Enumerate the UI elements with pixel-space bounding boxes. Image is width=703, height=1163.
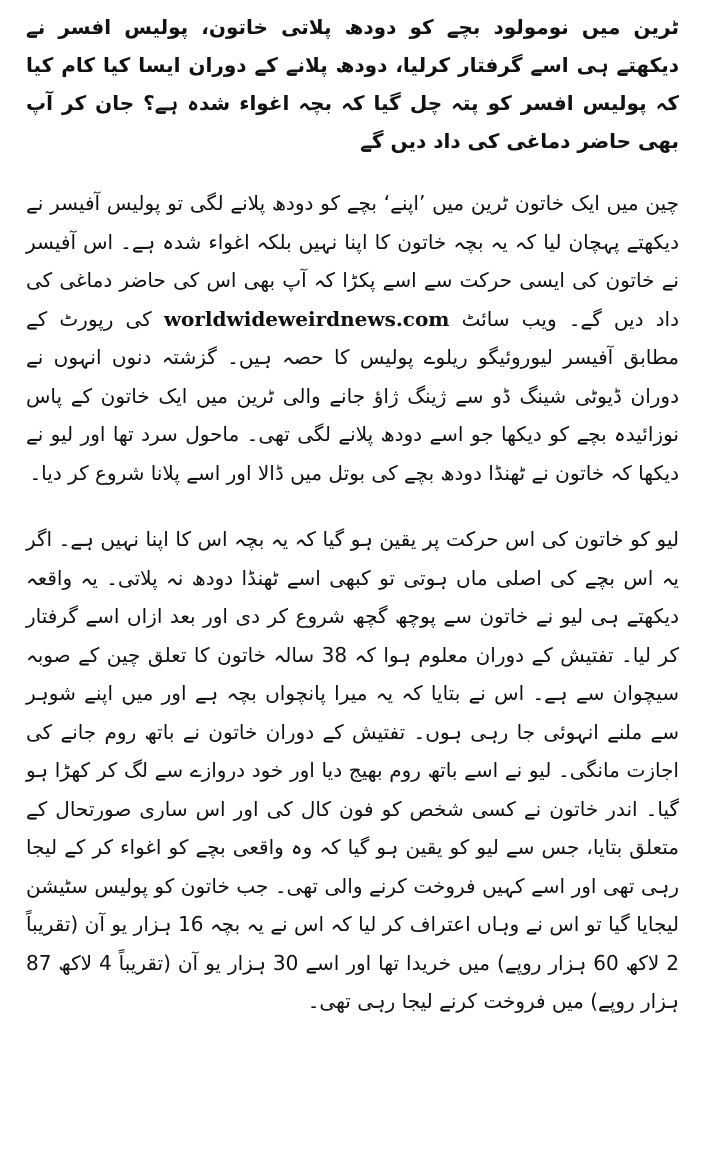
paragraph-1-part-2: کی رپورٹ کے مطابق آفیسر لیوروئیگو ریلوے پولیس کا حصہ ہیں۔ گزشتہ دنوں انہوں نے دوران ڈیوٹی شینگ ڈو سے ژینگ ژاؤ جانے والی ٹرین میں ایک خاتون کے پاس نوزائیدہ بچے کو دیکھا جو اسے دودھ پلانے لگی تھی۔ ماحول سرد تھا اور لیو نے دیکھا کہ خاتون نے ٹھنڈا دودھ بچے کی بوتل میں ڈالا اور اسے پلانا شروع کر دیا۔ [26,306,679,485]
article-paragraph-1 [26,184,679,492]
paragraph-1-part-1: چین میں ایک خاتون ٹرین میں ’اپنے‘ بچے کو دودھ پلانے لگی تو پولیس آفیسر نے دیکھتے پہچان لیا کہ یہ بچہ خاتون کا اپنا نہیں بلکہ اغواء شدہ ہے۔ اس آفیسر نے خاتون کی ایسی حرکت سے اسے پکڑا کہ آپ بھی اس کی حاضر دماغی کی داد دیں گے۔ ویب سائٹ [26,191,680,331]
spacer [26,492,679,520]
spacer [26,160,679,184]
website-name: worldwideweirdnews.com [163,306,450,331]
article-paragraph-2: لیو کو خاتون کی اس حرکت پر یقین ہو گیا کہ یہ بچہ اس کا اپنا نہیں ہے۔ اگر یہ اس بچے کی اصلی ماں ہوتی تو کبھی اسے ٹھنڈا دودھ نہ پلاتی۔ یہ واقعہ دیکھتے ہی لیو نے خاتون سے پوچھ گچھ شروع کر دی اور بعد ازاں اسے گرفتار کر لیا۔ تفتیش کے دوران معلوم ہوا کہ 38 سالہ خاتون کا تعلق چین کے صوبہ سیچوان سے ہے۔ اس نے بتایا کہ یہ میرا پانچواں بچہ ہے اور میں اپنے شوہر سے ملنے انہوئی جا رہی ہوں۔ تفتیش کے دوران خاتون نے باتھ روم جانے کی اجازت مانگی۔ لیو نے اسے باتھ روم بھیج دیا اور خود دروازے سے لگ کر کھڑا ہو گیا۔ اندر خاتون نے کسی شخص کو فون کال کی اور اس ساری صورتحال کے متعلق بتایا، جس سے لیو کو یقین ہو گیا کہ وہ واقعی بچے کو اغواء کر کے لیجا رہی تھی اور اسے کہیں فروخت کرنے والی تھی۔ جب خاتون کو پولیس سٹیشن لیجایا گیا تو اس نے وہاں اعتراف کر لیا کہ اس نے یہ بچہ 16 ہزار یو آن (تقریباً 2 لاکھ 60 ہزار روپے) میں خریدا تھا اور اسے 30 ہزار یو آن (تقریباً 4 لاکھ 87 ہزار روپے) میں فروخت کرنے لیجا رہی تھی۔ [26,527,679,1013]
article-headline: ٹرین میں نومولود بچے کو دودھ پلاتی خاتون، پولیس افسر نے دیکھتے ہی اسے گرفتار کرلیا، دودھ پلانے کے دوران ایسا کیا کام کیا کہ پولیس افسر کو پتہ چل گیا کہ بچہ اغواء شدہ ہے؟ جان کر آپ بھی حاضر دماغی کی داد دیں گے [26,15,679,153]
